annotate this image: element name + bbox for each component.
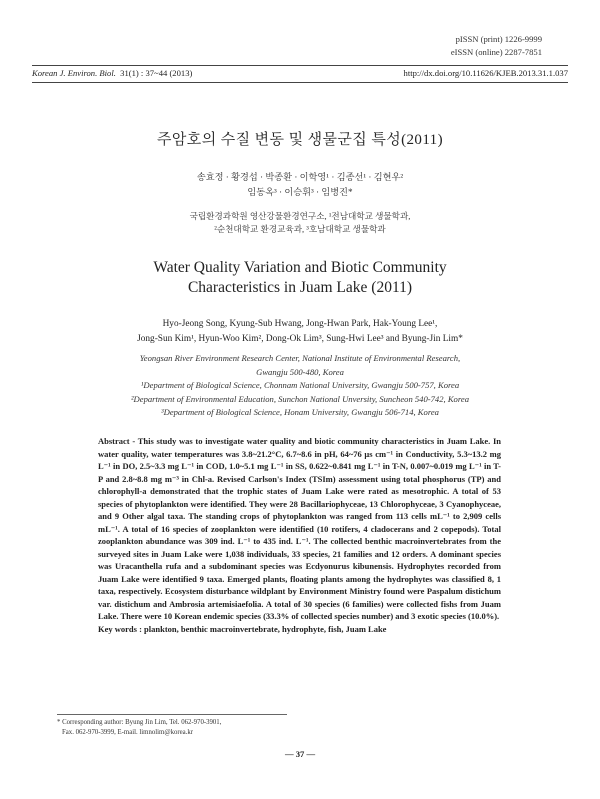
running-head-top-rule	[32, 65, 568, 66]
journal-volume: 31(1) : 37~44 (2013)	[120, 68, 193, 78]
eissn: eISSN (online) 2287-7851	[450, 47, 542, 57]
korean-affil-line1: 국립환경과학원 영산강물환경연구소, ¹전남대학교 생물학과,	[189, 211, 411, 221]
abstract-text: Abstract - This study was to investigate water quality and biotic community characteristics in Juam Lake. In water quality, water temperatures was 3.8~21.2°C, 6.7~8.6 in pH, 64~76 μs cm⁻¹ in Conductivity, 5.3~13.2 mg L⁻¹ in DO, 2.5~3.3 mg L⁻¹ in COD, 1.0~5.1 mg L⁻¹ in SS, 0.622~0.841 mg L⁻¹ in T-N, 0.007~0.019 mg L⁻¹ in T-P and 2.8~8.8 mg m⁻³ in Chl-a. Revised Carlson's Index (TSIm) assessment using total phosphorus (TP) and chlorophyll-a demonstrated that the trophic states of Juam Lake were rated as mesotrophic. A total of 53 species of phytoplankton were identified. They were 28 Bacillariophyceae, 13 Chlorophyceae, 3 Cyanophyceae, and 9 Other algal taxa. The standing crops of phytoplankton was ranged from 113 cells mL⁻¹ to 2,909 cells mL⁻¹. A total of 16 species of zooplankton were identified (10 rotifers, 4 cladocerans and 2 copepods). Total zooplankton abundance was 309 ind. L⁻¹ to 435 ind. L⁻¹. The collected benthic macroinvertebrates from the surveyed sites in Juam Lake were 1,038 individuals, 33 species, 21 families and 12 orders. A dominant species was Uracanthella rufa and a subdominant species was Ecdyonurus kibunensis. Hydrophytes recorded from Juam Lake were identified 9 taxa. Emerged plants, floating plants among the hydrophytes was classified 8, 1 taxa, respectively. Ecosystem disturbance wildplant by Environment Ministry found were Paspalum distichum var. distichum and Ambrosia artemisiaefolia. A total of 30 species (6 families) were collected fishs from Juam Lake. There were 10 Korean endemic species (33.3% of collected species number) and 3 exotic species (10.0%).	[98, 436, 501, 621]
korean-affiliations	[0, 210, 600, 236]
doi-link[interactable]: http://dx.doi.org/10.11626/KJEB.2013.31.1.037	[403, 68, 568, 78]
korean-authors-line2: 임동옥³ · 이승휘³ · 임병진*	[247, 187, 353, 197]
affil-sunchon: ²Department of Environmental Education, Sunchon National Unversity, Suncheon 540-742, Korea	[130, 393, 469, 404]
footnote-rule	[57, 714, 287, 715]
running-head	[32, 68, 568, 82]
english-authors-line2: Jong-Sun Kim¹, Hyun-Woo Kim², Dong-Ok Lim³, Sung-Hwi Lee³ and Byung-Jin Lim*	[137, 334, 463, 344]
english-affiliations	[0, 352, 600, 420]
korean-affil-line2: ²순천대학교 환경교육과, ³호남대학교 생물학과	[214, 224, 386, 234]
journal-citation	[32, 68, 192, 78]
journal-name: Korean J. Environ. Biol.	[32, 68, 116, 78]
english-title-line1: Water Quality Variation and Biotic Community	[153, 259, 447, 276]
keywords: Key words : plankton, benthic macroinvertebrate, hydrophyte, fish, Juam Lake	[98, 623, 387, 634]
abstract-block	[98, 435, 501, 635]
page-number: — 37 —	[284, 749, 316, 759]
english-title	[0, 258, 600, 298]
footnote-line2: Fax. 062-970-3999, E-mail. limnolim@korea.kr	[62, 729, 194, 736]
footnote-line1: * Corresponding author: Byung Jin Lim, Tel. 062-970-3901,	[57, 719, 222, 726]
affil-yeongsan-address: Gwangju 500-480, Korea	[256, 366, 344, 377]
running-head-bottom-rule	[32, 82, 568, 83]
affil-yeongsan: Yeongsan River Environment Research Center, National Institute of Environmental Research,	[139, 353, 461, 363]
korean-title: 주암호의 수질 변동 및 생물군집 특성(2011)	[157, 132, 443, 148]
affil-honam: ³Department of Biological Science, Honam University, Gwangju 506-714, Korea	[161, 407, 439, 417]
corresponding-author-footnote	[57, 718, 221, 738]
english-authors	[0, 317, 600, 347]
english-title-line2: Characteristics in Juam Lake (2011)	[187, 279, 413, 296]
english-authors-line1: Hyo-Jeong Song, Kyung-Sub Hwang, Jong-Hwan Park, Hak-Young Lee¹,	[162, 319, 438, 329]
pissn: pISSN (print) 1226-9999	[455, 34, 542, 44]
issn-block	[451, 33, 542, 59]
korean-authors	[0, 170, 600, 200]
korean-authors-line1: 송효정 · 황경섭 · 박종환 · 이학영¹ · 김종선¹ · 김현우²	[196, 172, 404, 182]
affil-chonnam: ¹Department of Biological Science, Chonnam National University, Gwangju 500-757, Korea	[140, 380, 460, 390]
